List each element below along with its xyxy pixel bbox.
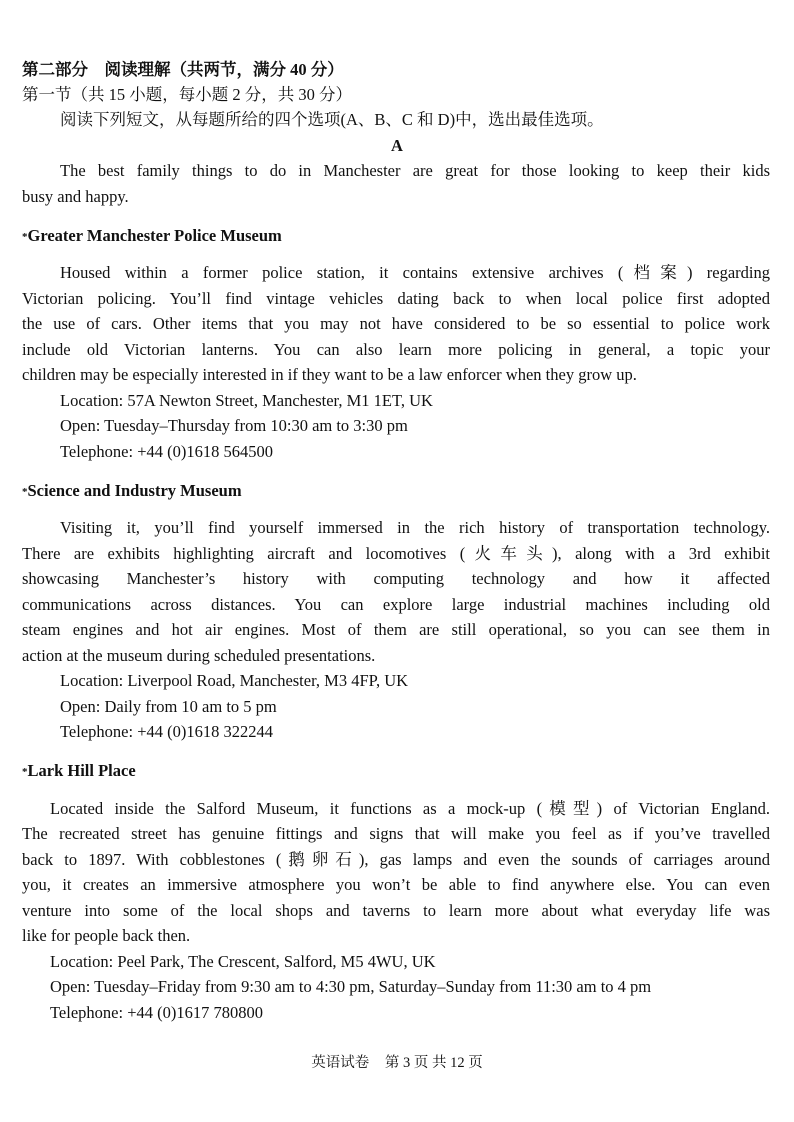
footer-page-number: 第 3 页 共 12 页 bbox=[384, 1055, 483, 1071]
section-title: 第一节（共 15 小题，每小题 2 分，共 30 分） bbox=[22, 85, 352, 104]
intro-line: busy and happy. bbox=[22, 187, 129, 206]
body-line: you, it creates an immersive atmosphere you won’t be able to find anywhere else. You can even bbox=[22, 875, 770, 894]
open-hours-line: Open: Tuesday–Friday from 9:30 am to 4:30 pm, Saturday–Sunday from 11:30 am to 4 pm bbox=[50, 977, 652, 996]
section-heading bbox=[22, 478, 770, 504]
body-line: communications across distances. You can explore large industrial machines including old bbox=[22, 595, 770, 614]
part-title: 第二部分 阅读理解（共两节，满分 40 分） bbox=[22, 60, 344, 79]
section-heading bbox=[22, 758, 770, 784]
body-line: the use of cars. Other items that you may not have considered to be so essential to police work bbox=[22, 314, 770, 333]
body-line: include old Victorian lanterns. You can also learn more policing in general, a topic your bbox=[22, 340, 770, 359]
telephone-line: Telephone: +44 (0)1618 564500 bbox=[60, 442, 273, 461]
bullet-star: * bbox=[22, 486, 28, 498]
body-line: back to 1897. With cobblestones (鹅卵石), gas lamps and even the sounds of carriages around bbox=[22, 850, 770, 869]
open-hours-line: Open: Tuesday–Thursday from 10:30 am to 3:30 pm bbox=[60, 416, 408, 435]
telephone-line: Telephone: +44 (0)1618 322244 bbox=[60, 722, 273, 741]
bullet-star: * bbox=[22, 766, 28, 778]
location-line: Location: Liverpool Road, Manchester, M3 4FP, UK bbox=[60, 671, 409, 690]
location-line: Location: 57A Newton Street, Manchester, M1 1ET, UK bbox=[60, 391, 433, 410]
body-line: Housed within a former police station, it contains extensive archives (档案) regarding bbox=[60, 263, 770, 282]
body-line: children may be especially interested in if they want to be a law enforcer when they grow up. bbox=[22, 365, 637, 384]
body-line: steam engines and hot air engines. Most of them are still operational, so you can see them in bbox=[22, 620, 770, 639]
telephone-line: Telephone: +44 (0)1617 780800 bbox=[50, 1003, 263, 1022]
open-hours-line: Open: Daily from 10 am to 5 pm bbox=[60, 697, 277, 716]
body-line: like for people back then. bbox=[22, 926, 191, 945]
body-line: showcasing Manchester’s history with computing technology and how it affected bbox=[22, 569, 770, 588]
page-footer bbox=[0, 1052, 794, 1074]
footer-subject: 英语试卷 bbox=[311, 1055, 370, 1071]
body-line: There are exhibits highlighting aircraft and locomotives (火车头), along with a 3rd exhibit bbox=[22, 544, 770, 563]
body-line: action at the museum during scheduled presentations. bbox=[22, 646, 376, 665]
body-line: Visiting it, you’ll find yourself immersed in the rich history of transportation technology. bbox=[60, 518, 770, 537]
body-line: Located inside the Salford Museum, it functions as a mock-up (模型) of Victorian England. bbox=[50, 799, 770, 818]
section-heading bbox=[22, 223, 770, 249]
passage-label: A bbox=[391, 136, 403, 155]
bullet-star: * bbox=[22, 231, 28, 243]
section-title-text: Greater Manchester Police Museum bbox=[27, 226, 282, 245]
body-line: Victorian policing. You’ll find vintage vehicles dating back to when local police first adopted bbox=[22, 289, 770, 308]
body-line: venture into some of the local shops and taverns to learn more about what everyday life was bbox=[22, 901, 770, 920]
section-title-text: Science and Industry Museum bbox=[27, 481, 242, 500]
body-line: The recreated street has genuine fittings and signs that will make you feel as if you’ve travelled bbox=[22, 824, 770, 843]
location-line: Location: Peel Park, The Crescent, Salford, M5 4WU, UK bbox=[50, 952, 436, 971]
section-title-text: Lark Hill Place bbox=[27, 761, 136, 780]
intro-line: The best family things to do in Manchester are great for those looking to keep their kids bbox=[60, 161, 770, 180]
instructions: 阅读下列短文，从每题所给的四个选项(A、B、C 和 D)中，选出最佳选项。 bbox=[60, 110, 604, 129]
